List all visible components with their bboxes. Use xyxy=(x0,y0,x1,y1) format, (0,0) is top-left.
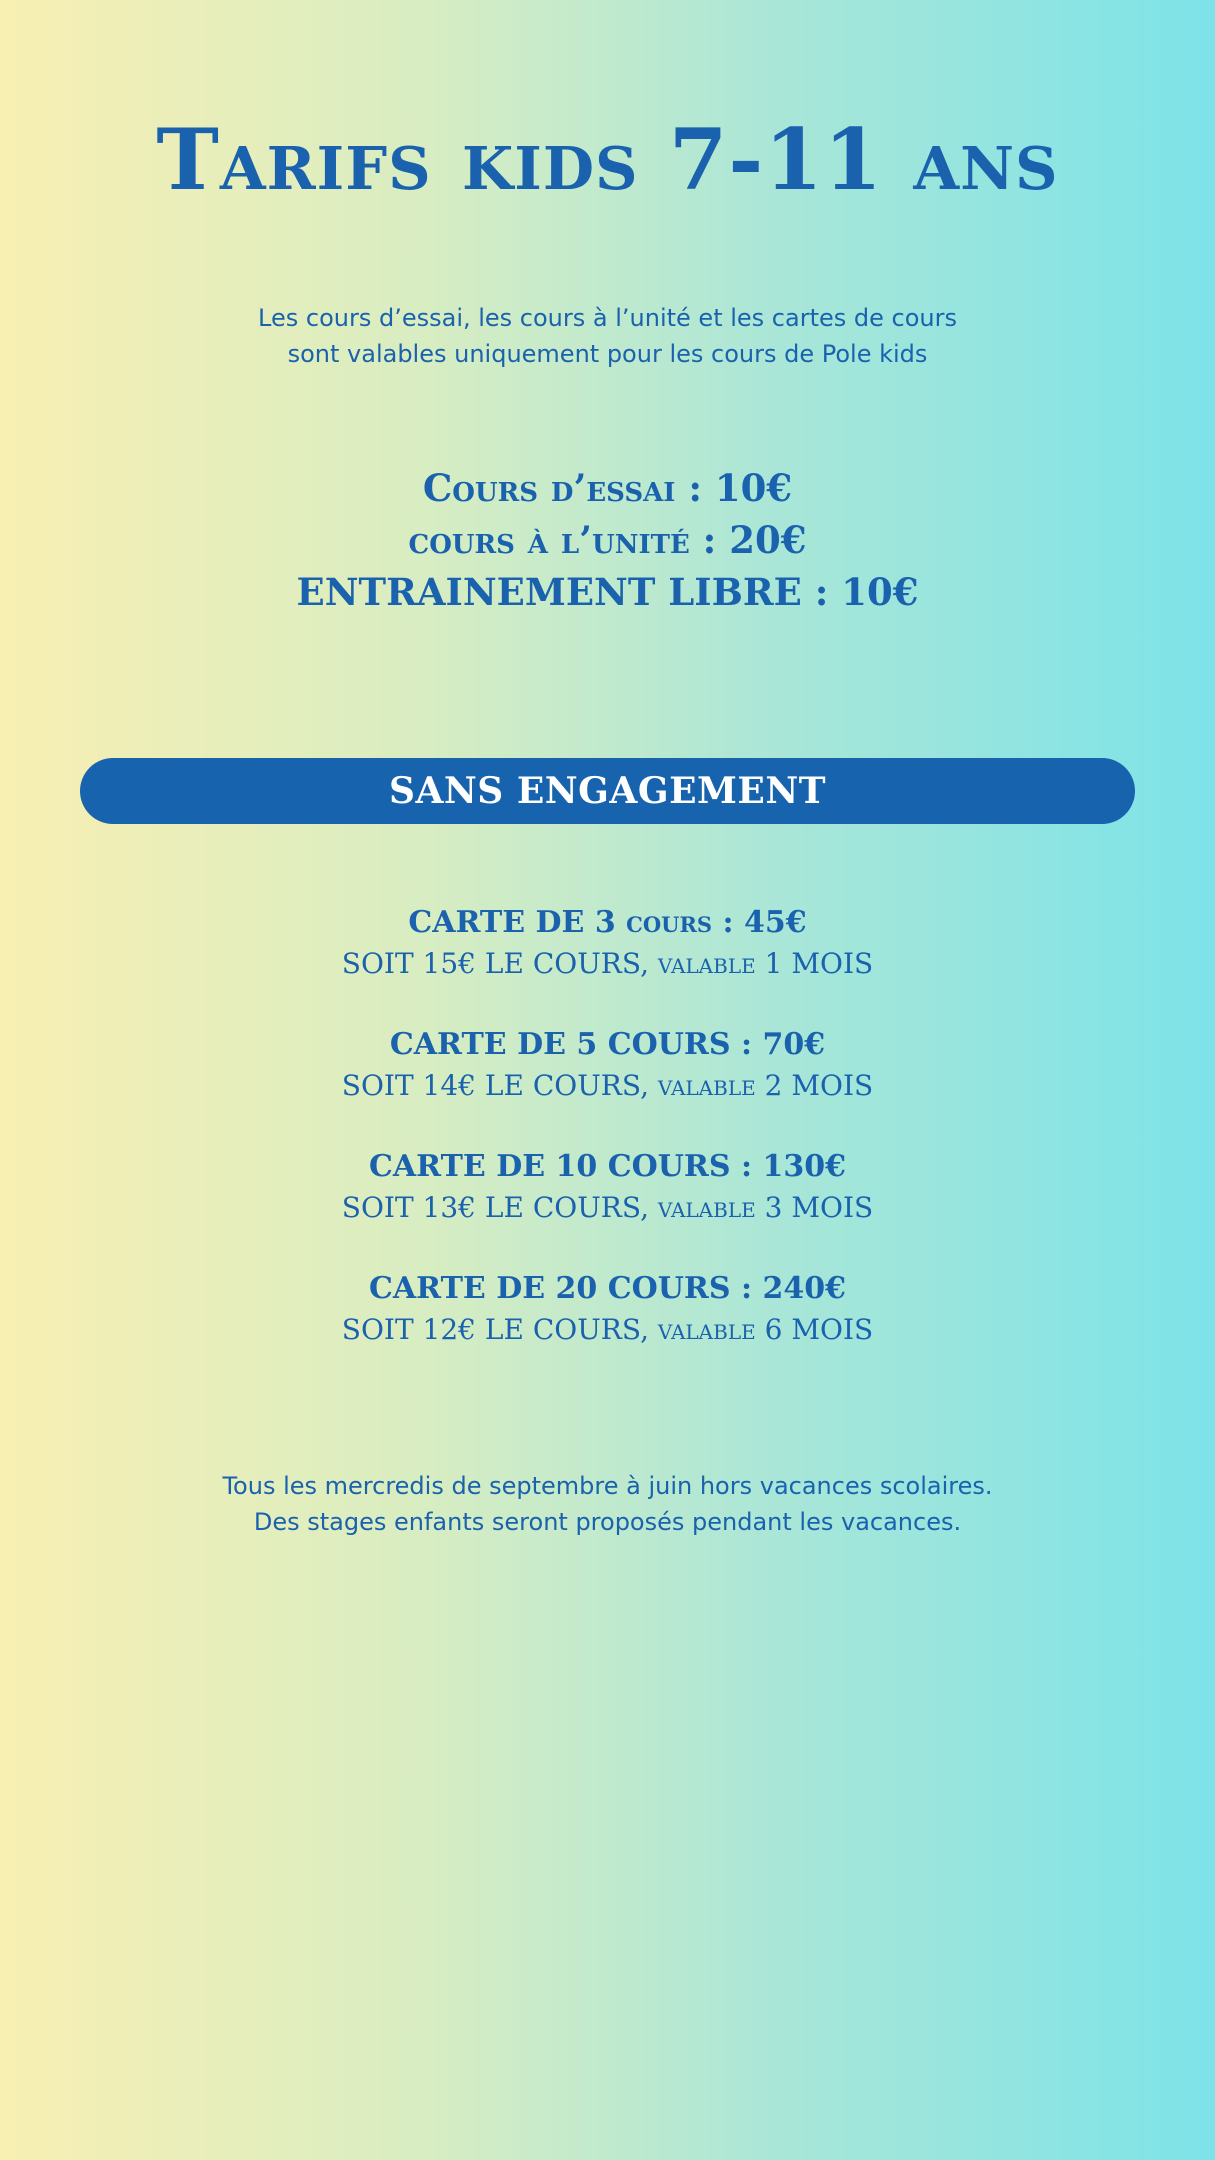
card-title: CARTE DE 5 COURS : 70€ xyxy=(389,1027,826,1062)
intro-line-2: sont valables uniquement pour les cours de Pole kids xyxy=(287,340,928,368)
intro-line-1: Les cours d’essai, les cours à l’unité et les cartes de cours xyxy=(258,304,957,332)
unit-prices xyxy=(0,462,1215,618)
card-detail: SOIT 14€ LE COURS, valable 2 MOIS xyxy=(341,1069,874,1102)
card-offer xyxy=(0,1268,1215,1350)
price-trial: Cours d’essai : 10€ xyxy=(422,466,793,510)
schedule-note xyxy=(0,1468,1215,1540)
card-offer xyxy=(0,902,1215,984)
card-title: CARTE DE 10 COURS : 130€ xyxy=(369,1149,846,1184)
footer-line-2: Des stages enfants seront proposés pendant les vacances. xyxy=(253,1508,962,1536)
card-offer xyxy=(0,1146,1215,1228)
card-title: CARTE DE 20 COURS : 240€ xyxy=(369,1271,846,1306)
card-detail: SOIT 15€ LE COURS, valable 1 MOIS xyxy=(341,947,874,980)
card-detail: SOIT 13€ LE COURS, valable 3 MOIS xyxy=(341,1191,874,1224)
card-detail: SOIT 12€ LE COURS, valable 6 MOIS xyxy=(341,1313,874,1346)
banner-label: SANS ENGAGEMENT xyxy=(388,770,827,812)
page-title: Tarifs kids 7-11 ans xyxy=(156,110,1059,209)
card-offer xyxy=(0,1024,1215,1106)
price-single: cours à l’unité : 20€ xyxy=(408,518,807,562)
intro-note xyxy=(0,300,1215,372)
card-title: CARTE DE 3 cours : 45€ xyxy=(408,905,807,940)
footer-line-1: Tous les mercredis de septembre à juin hors vacances scolaires. xyxy=(222,1472,993,1500)
card-list xyxy=(0,902,1215,1390)
no-commitment-banner xyxy=(80,758,1135,824)
price-free-training: ENTRAINEMENT LIBRE : 10€ xyxy=(296,570,919,614)
